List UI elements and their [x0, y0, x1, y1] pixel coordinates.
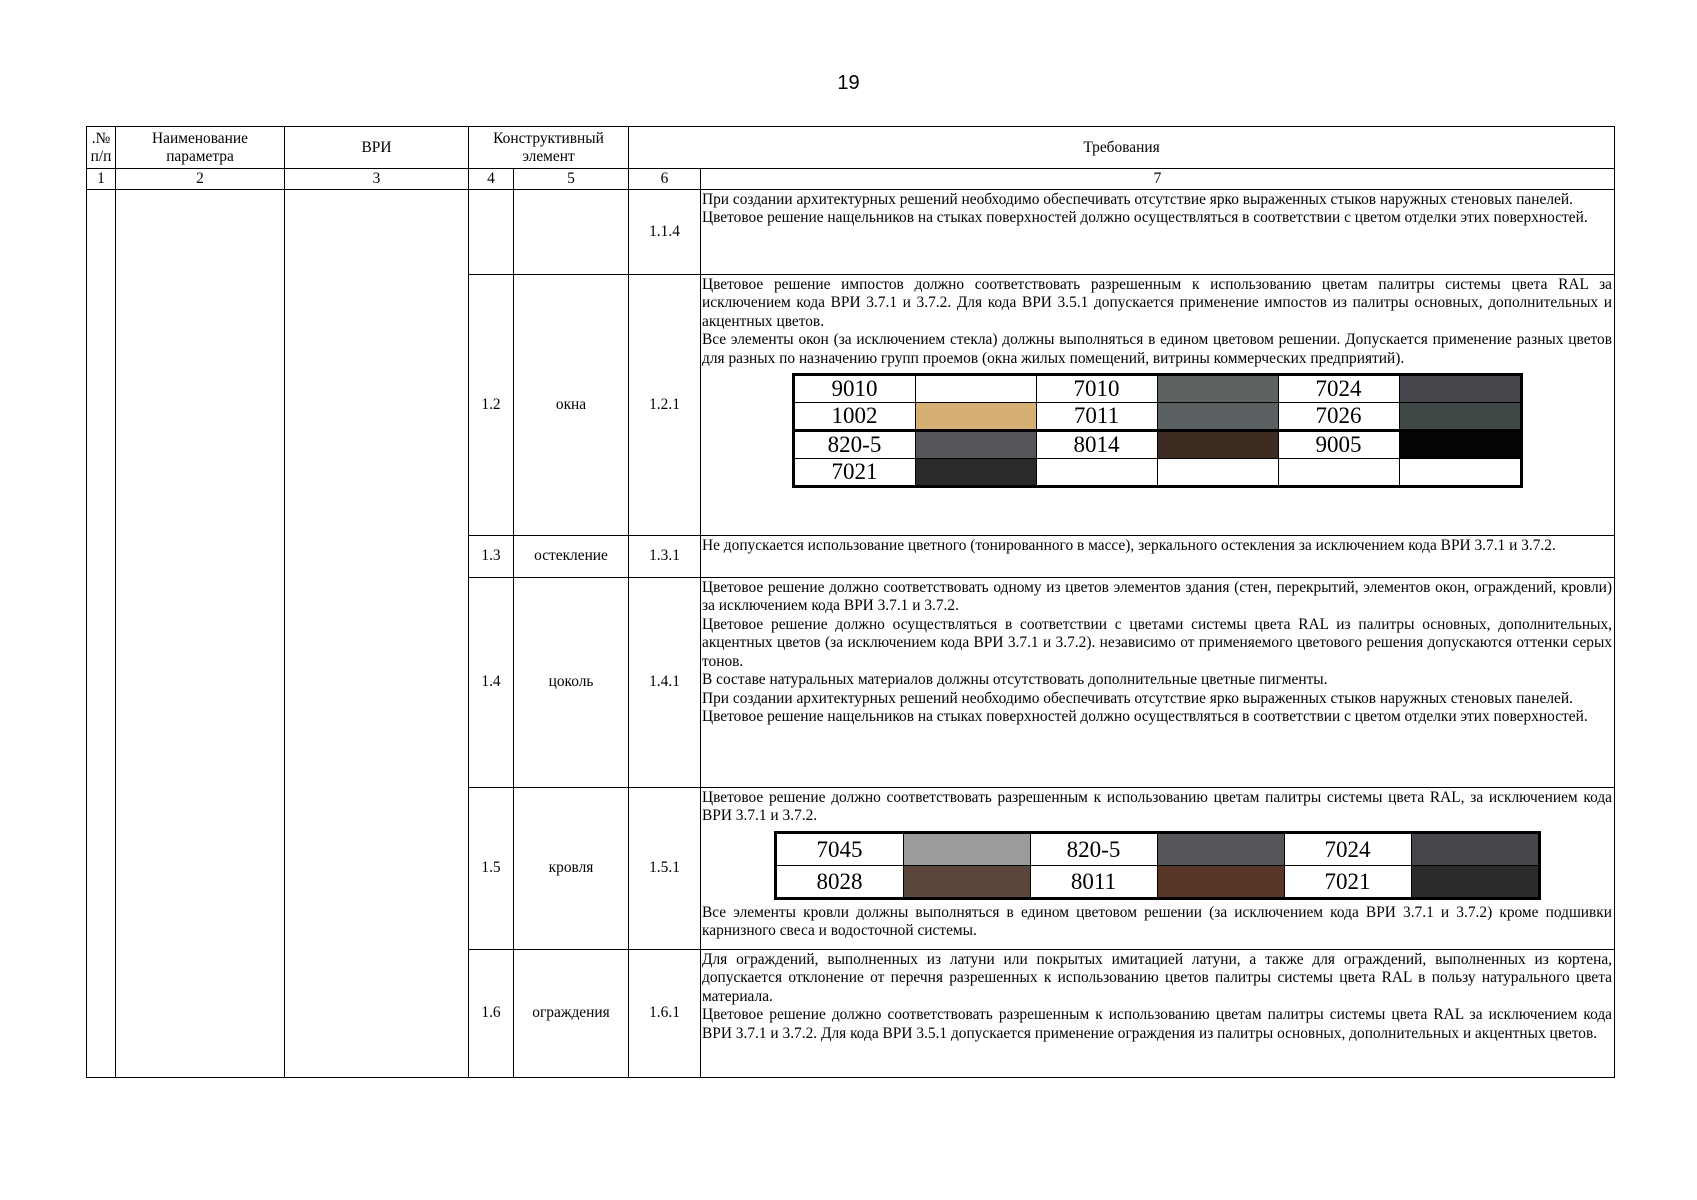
palette-swatch	[1157, 375, 1278, 403]
palette-code: 820-5	[1030, 832, 1157, 865]
element-code: 1.6	[469, 950, 514, 1078]
palette-swatch	[1157, 431, 1278, 459]
column-number: 5	[514, 169, 629, 190]
sub-code: 1.3.1	[629, 536, 701, 578]
element-code: 1.5	[469, 788, 514, 950]
element-code: 1.4	[469, 578, 514, 788]
palette-swatch	[1411, 832, 1539, 865]
palette-code: 9010	[793, 375, 915, 403]
requirement-paragraph: Цветовое решение должно соответствовать разрешенным к использованию цветам палитры системы цвета RAL, за исключением кода ВРИ 3.7.1 и 3.7.2.	[702, 789, 1613, 825]
element-name: остекление	[514, 536, 629, 578]
requirements-table	[86, 126, 1615, 1078]
requirement-paragraph: Все элементы кровли должны выполняться в едином цветовом решении (за исключением кода ВРИ 3.7.1 и 3.7.2) кроме подшивки карнизного свеса и водосточной системы.	[702, 903, 1613, 940]
palette-swatch	[1157, 459, 1278, 487]
sub-code: 1.4.1	[629, 578, 701, 788]
requirement-paragraph: Все элементы окон (за исключением стекла) должны выполняться в едином цветовом решении. Допускается применение разных цветов для разных по назначению групп проемов (окна жилых помещений, витрины коммерческих предприятий).	[702, 331, 1613, 367]
palette-row	[793, 459, 1521, 487]
palette-code: 820-5	[793, 431, 915, 459]
palette-code: 7021	[793, 459, 915, 487]
header-structural-element: Конструктивный элемент	[469, 127, 629, 169]
element-name: ограждения	[514, 950, 629, 1078]
palette-code: 7024	[1284, 832, 1411, 865]
column-number: 6	[629, 169, 701, 190]
requirement-paragraph: Не допускается использование цветного (тонированного в массе), зеркального остекления за исключением кода ВРИ 3.7.1 и 3.7.2.	[702, 537, 1556, 554]
requirement-paragraph: В составе натуральных материалов должны отсутствовать дополнительные цветные пигменты.	[702, 671, 1328, 689]
palette-swatch	[903, 865, 1030, 898]
requirement-text	[701, 190, 1615, 275]
page-number: 19	[837, 72, 860, 94]
palette-swatch	[903, 832, 1030, 865]
requirement-paragraph: Для ограждений, выполненных из латуни или покрытых имитацией латуни, а также для ограждений, выполненных из кортена, допускается отклонение от перечня разрешенных к использованию цветов палитры системы цвета RAL в пользу натурального цвета материала.	[702, 951, 1613, 1005]
palette-code: 9005	[1278, 431, 1399, 459]
palette-swatch	[1399, 459, 1521, 487]
cell-vri	[285, 190, 469, 1078]
palette-row	[775, 865, 1539, 898]
element-name: окна	[514, 275, 629, 536]
requirement-paragraph: Цветовое решение нащельников на стыках поверхностей должно осуществляться в соответствии с цветом отделки этих поверхностей.	[702, 708, 1588, 726]
element-name	[514, 190, 629, 275]
table-header-row	[87, 127, 1615, 169]
palette-swatch	[1399, 431, 1521, 459]
palette-swatch	[1157, 403, 1278, 431]
column-numbers-row	[87, 169, 1615, 190]
palette-swatch	[915, 375, 1036, 403]
requirement-text	[701, 536, 1615, 578]
palette-code	[1278, 459, 1399, 487]
requirement-paragraph: При создании архитектурных решений необходимо обеспечивать отсутствие ярко выраженных стыков наружных стеновых панелей.	[702, 689, 1573, 707]
palette-row	[793, 431, 1521, 459]
sub-code: 1.2.1	[629, 275, 701, 536]
column-number: 4	[469, 169, 514, 190]
requirement-text	[701, 950, 1615, 1078]
requirement-paragraph: Цветовое решение должно осуществляться в соответствии с цветами системы цвета RAL из палитры основных, дополнительных, акцентных цветов (за исключением кода ВРИ 3.7.1 и 3.7.2). независимо от применяемого цветового решения допускаются оттенки серых тонов.	[702, 615, 1613, 670]
header-parameter-name: Наименование параметра	[116, 127, 285, 169]
column-number: 7	[701, 169, 1615, 190]
roof-color-palette	[774, 831, 1541, 900]
palette-code: 7026	[1278, 403, 1399, 431]
palette-row	[775, 832, 1539, 865]
column-number: 1	[87, 169, 116, 190]
palette-swatch	[1399, 403, 1521, 431]
requirement-paragraph: Цветовое решение должно соответствовать одному из цветов элементов здания (стен, перекрытий, элементов окон, ограждений, кровли) за исключением кода ВРИ 3.7.1 и 3.7.2.	[702, 579, 1613, 615]
palette-row	[793, 403, 1521, 431]
palette-code: 8028	[775, 865, 903, 898]
header-number: .№ п/п	[87, 127, 116, 169]
column-number: 3	[285, 169, 469, 190]
column-number: 2	[116, 169, 285, 190]
palette-swatch	[1411, 865, 1539, 898]
palette-swatch	[915, 431, 1036, 459]
palette-row	[793, 375, 1521, 403]
requirement-paragraph: Цветовое решение нащельников на стыках поверхностей должно осуществляться в соответствии с цветом отделки этих поверхностей.	[702, 209, 1588, 227]
palette-code: 8011	[1030, 865, 1157, 898]
palette-code: 8014	[1036, 431, 1157, 459]
palette-code: 7045	[775, 832, 903, 865]
header-requirements: Требования	[629, 127, 1615, 169]
palette-swatch	[915, 403, 1036, 431]
palette-swatch	[1399, 375, 1521, 403]
table-row	[87, 190, 1615, 275]
palette-code	[1036, 459, 1157, 487]
requirement-text	[701, 275, 1615, 536]
requirement-paragraph: При создании архитектурных решений необходимо обеспечивать отсутствие ярко выраженных стыков наружных стеновых панелей.	[702, 191, 1573, 208]
window-color-palette	[792, 373, 1523, 488]
element-name: цоколь	[514, 578, 629, 788]
sub-code: 1.1.4	[629, 190, 701, 275]
cell-number	[87, 190, 116, 1078]
palette-code: 1002	[793, 403, 915, 431]
cell-parameter-name	[116, 190, 285, 1078]
sub-code: 1.6.1	[629, 950, 701, 1078]
palette-code: 7010	[1036, 375, 1157, 403]
header-vri: ВРИ	[285, 127, 469, 169]
palette-swatch	[1157, 832, 1284, 865]
element-code	[469, 190, 514, 275]
element-name: кровля	[514, 788, 629, 950]
requirement-paragraph: Цветовое решение должно соответствовать разрешенным к использованию цветам палитры системы цвета RAL за исключением кода ВРИ 3.7.1 и 3.7.2. Для кода ВРИ 3.5.1 допускается применение ограждения из палитры основных, дополнительных и акцентных цветов.	[702, 1006, 1613, 1042]
palette-swatch	[1157, 865, 1284, 898]
element-code: 1.2	[469, 275, 514, 536]
sub-code: 1.5.1	[629, 788, 701, 950]
palette-swatch	[915, 459, 1036, 487]
palette-code: 7021	[1284, 865, 1411, 898]
palette-code: 7024	[1278, 375, 1399, 403]
requirement-text	[701, 578, 1615, 788]
palette-code: 7011	[1036, 403, 1157, 431]
element-code: 1.3	[469, 536, 514, 578]
requirement-text	[701, 788, 1615, 950]
requirement-paragraph: Цветовое решение импостов должно соответствовать разрешенным к использованию цветам палитры системы цвета RAL за исключением кода ВРИ 3.7.1 и 3.7.2. Для кода ВРИ 3.5.1 допускается применение импостов из палитры основных, дополнительных и акцентных цветов.	[702, 276, 1613, 330]
